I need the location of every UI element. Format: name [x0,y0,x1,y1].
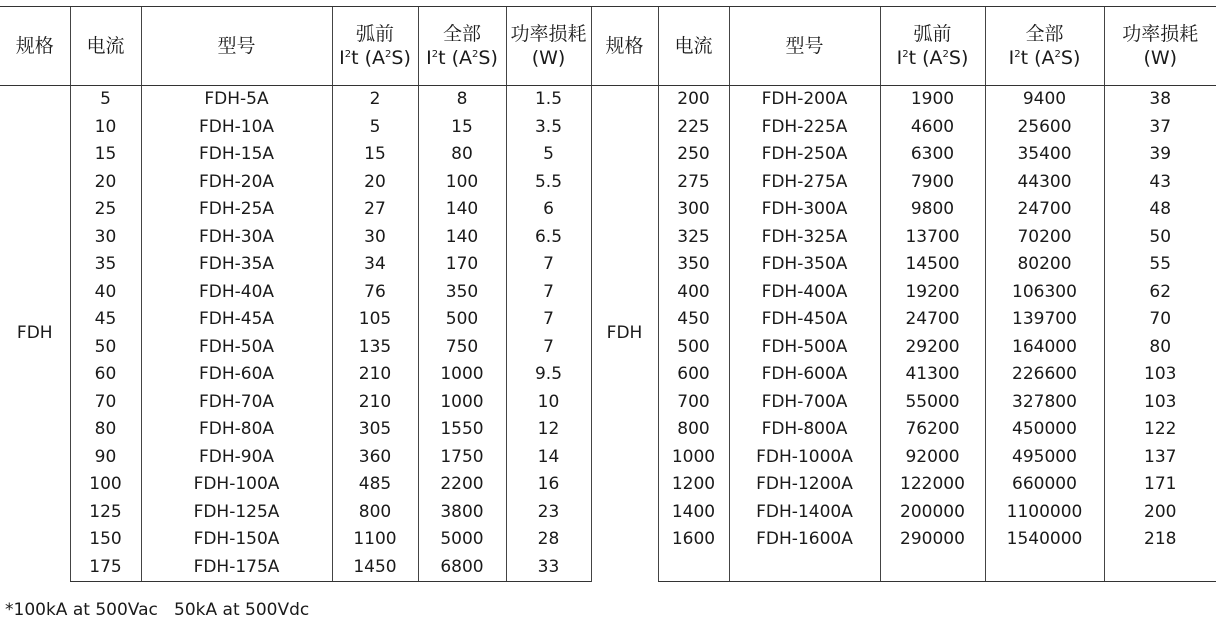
arc-i2t-cell-right: 122000 [880,471,985,499]
arc-i2t-cell: 105 [332,306,418,334]
total-i2t-cell: 100 [418,169,506,197]
arc-i2t-cell: 1450 [332,554,418,582]
power-loss-cell: 12 [506,416,591,444]
model-cell: FDH-30A [141,224,332,252]
model-cell-right: FDH-1200A [729,471,880,499]
arc-i2t-cell: 2 [332,86,418,114]
total-i2t-cell: 1000 [418,389,506,417]
current-cell: 150 [70,526,141,554]
arc-i2t-cell: 305 [332,416,418,444]
header-row [0,7,1216,86]
arc-i2t-cell-right: 19200 [880,279,985,307]
power-loss-cell: 7 [506,306,591,334]
model-cell: FDH-40A [141,279,332,307]
model-cell-right: FDH-1600A [729,526,880,554]
power-loss-cell: 7 [506,279,591,307]
total-i2t-cell: 750 [418,334,506,362]
total-i2t-cell: 500 [418,306,506,334]
current-cell-right: 300 [658,196,729,224]
total-i2t-cell: 1000 [418,361,506,389]
current-cell: 90 [70,444,141,472]
power-loss-cell-right: 37 [1104,114,1216,142]
header-power-loss-right: 功率损耗 (W) [1104,7,1216,86]
current-cell-right: 1200 [658,471,729,499]
total-i2t-cell-right: 35400 [985,141,1104,169]
total-i2t-cell-right: 25600 [985,114,1104,142]
power-loss-cell-right: 38 [1104,86,1216,114]
power-loss-cell: 23 [506,499,591,527]
current-cell: 70 [70,389,141,417]
power-loss-cell: 7 [506,334,591,362]
power-loss-cell-right: 70 [1104,306,1216,334]
power-loss-cell-right: 200 [1104,499,1216,527]
model-cell: FDH-15A [141,141,332,169]
total-i2t-cell-right: 24700 [985,196,1104,224]
arc-i2t-cell: 34 [332,251,418,279]
arc-i2t-cell: 5 [332,114,418,142]
arc-i2t-cell-right: 14500 [880,251,985,279]
total-i2t-cell-right: 327800 [985,389,1104,417]
current-cell: 40 [70,279,141,307]
total-i2t-cell-right: 139700 [985,306,1104,334]
total-i2t-cell: 140 [418,224,506,252]
current-cell-right: 325 [658,224,729,252]
total-i2t-cell-right: 1100000 [985,499,1104,527]
current-cell: 80 [70,416,141,444]
total-i2t-cell: 1550 [418,416,506,444]
model-cell-right: FDH-200A [729,86,880,114]
model-cell: FDH-50A [141,334,332,362]
model-cell: FDH-125A [141,499,332,527]
current-cell: 125 [70,499,141,527]
model-cell-right: FDH-250A [729,141,880,169]
total-i2t-cell: 80 [418,141,506,169]
current-cell-right: 450 [658,306,729,334]
arc-i2t-cell-right: 6300 [880,141,985,169]
model-cell-right: FDH-600A [729,361,880,389]
arc-i2t-cell-right: 290000 [880,526,985,554]
arc-i2t-cell-right: 55000 [880,389,985,417]
current-cell: 100 [70,471,141,499]
model-cell-right: FDH-275A [729,169,880,197]
arc-i2t-cell-right: 200000 [880,499,985,527]
header-arc-i2t-right: 弧前 $I^2t$ $(A^2S)$ [880,7,985,86]
current-cell-right: 1000 [658,444,729,472]
current-cell: 5 [70,86,141,114]
power-loss-cell-right: 171 [1104,471,1216,499]
current-cell-right: 1400 [658,499,729,527]
power-loss-cell: 14 [506,444,591,472]
header-total-i2t: 全部 $I^2t$ $(A^2S)$ [418,7,506,86]
model-cell: FDH-25A [141,196,332,224]
header-model: 型号 [141,7,332,86]
spec-cell-right: FDH [591,86,658,582]
current-cell: 25 [70,196,141,224]
arc-i2t-cell-right: 41300 [880,361,985,389]
model-cell-right: FDH-500A [729,334,880,362]
model-cell-right: FDH-300A [729,196,880,224]
model-cell-right: FDH-400A [729,279,880,307]
total-i2t-cell: 8 [418,86,506,114]
total-i2t-cell: 350 [418,279,506,307]
current-cell-right: 250 [658,141,729,169]
model-cell: FDH-5A [141,86,332,114]
total-i2t-cell: 5000 [418,526,506,554]
model-cell: FDH-90A [141,444,332,472]
model-cell: FDH-80A [141,416,332,444]
current-cell-right: 275 [658,169,729,197]
power-loss-cell: 7 [506,251,591,279]
arc-i2t-cell: 210 [332,389,418,417]
model-cell: FDH-35A [141,251,332,279]
model-cell: FDH-100A [141,471,332,499]
table-row [0,86,1216,114]
model-cell: FDH-20A [141,169,332,197]
total-i2t-cell-right: 226600 [985,361,1104,389]
current-cell-right: 225 [658,114,729,142]
model-cell: FDH-70A [141,389,332,417]
table-body [0,86,1216,582]
current-cell-right [658,554,729,582]
header-arc-i2t: 弧前 $I^2t$ $(A^2S)$ [332,7,418,86]
model-cell-right: FDH-700A [729,389,880,417]
power-loss-cell-right [1104,554,1216,582]
total-i2t-cell-right: 44300 [985,169,1104,197]
power-loss-cell-right: 62 [1104,279,1216,307]
current-cell: 45 [70,306,141,334]
power-loss-cell-right: 39 [1104,141,1216,169]
current-cell: 30 [70,224,141,252]
arc-i2t-cell: 800 [332,499,418,527]
power-loss-cell: 9.5 [506,361,591,389]
power-loss-cell-right: 103 [1104,361,1216,389]
power-loss-cell-right: 122 [1104,416,1216,444]
current-cell-right: 700 [658,389,729,417]
total-i2t-cell-right: 450000 [985,416,1104,444]
header-current: 电流 [70,7,141,86]
total-i2t-cell: 3800 [418,499,506,527]
power-loss-cell-right: 218 [1104,526,1216,554]
arc-i2t-cell: 20 [332,169,418,197]
arc-i2t-cell-right: 92000 [880,444,985,472]
power-loss-cell-right: 50 [1104,224,1216,252]
header-spec-right: 规格 [591,7,658,86]
power-loss-cell: 3.5 [506,114,591,142]
model-cell: FDH-10A [141,114,332,142]
current-cell: 175 [70,554,141,582]
model-cell-right: FDH-450A [729,306,880,334]
model-cell-right [729,554,880,582]
model-cell-right: FDH-325A [729,224,880,252]
power-loss-cell: 5.5 [506,169,591,197]
power-loss-cell: 6.5 [506,224,591,252]
model-cell: FDH-60A [141,361,332,389]
current-cell: 50 [70,334,141,362]
footnote: *100kA at 500Vac 50kA at 500Vdc [5,600,310,620]
total-i2t-cell: 1750 [418,444,506,472]
current-cell-right: 350 [658,251,729,279]
arc-i2t-cell: 1100 [332,526,418,554]
header-current-right: 电流 [658,7,729,86]
power-loss-cell: 1.5 [506,86,591,114]
power-loss-cell: 28 [506,526,591,554]
current-cell: 20 [70,169,141,197]
power-loss-cell: 33 [506,554,591,582]
power-loss-cell: 10 [506,389,591,417]
arc-i2t-cell-right: 24700 [880,306,985,334]
arc-i2t-cell: 135 [332,334,418,362]
model-cell: FDH-150A [141,526,332,554]
current-cell: 15 [70,141,141,169]
model-cell-right: FDH-225A [729,114,880,142]
model-cell: FDH-45A [141,306,332,334]
arc-i2t-cell-right: 4600 [880,114,985,142]
total-i2t-cell-right: 80200 [985,251,1104,279]
total-i2t-cell-right: 164000 [985,334,1104,362]
model-cell-right: FDH-1000A [729,444,880,472]
total-i2t-cell-right [985,554,1104,582]
fuse-spec-table [0,6,1216,582]
arc-i2t-cell: 30 [332,224,418,252]
model-cell-right: FDH-1400A [729,499,880,527]
header-spec: 规格 [0,7,70,86]
arc-i2t-cell-right: 76200 [880,416,985,444]
total-i2t-cell: 2200 [418,471,506,499]
total-i2t-cell-right: 9400 [985,86,1104,114]
arc-i2t-cell: 15 [332,141,418,169]
current-cell: 10 [70,114,141,142]
current-cell: 35 [70,251,141,279]
power-loss-cell-right: 55 [1104,251,1216,279]
total-i2t-cell: 6800 [418,554,506,582]
arc-i2t-cell-right: 7900 [880,169,985,197]
total-i2t-cell-right: 106300 [985,279,1104,307]
current-cell-right: 1600 [658,526,729,554]
current-cell-right: 800 [658,416,729,444]
header-total-i2t-right: 全部 $I^2t$ $(A^2S)$ [985,7,1104,86]
arc-i2t-cell-right: 29200 [880,334,985,362]
power-loss-cell: 6 [506,196,591,224]
arc-i2t-cell: 485 [332,471,418,499]
arc-i2t-cell: 210 [332,361,418,389]
current-cell-right: 200 [658,86,729,114]
power-loss-cell-right: 80 [1104,334,1216,362]
model-cell-right: FDH-800A [729,416,880,444]
power-loss-cell-right: 48 [1104,196,1216,224]
model-cell: FDH-175A [141,554,332,582]
spec-cell: FDH [16,323,53,344]
header-model-right: 型号 [729,7,880,86]
current-cell-right: 600 [658,361,729,389]
arc-i2t-cell-right [880,554,985,582]
total-i2t-cell: 15 [418,114,506,142]
current-cell-right: 400 [658,279,729,307]
power-loss-cell: 5 [506,141,591,169]
arc-i2t-cell-right: 13700 [880,224,985,252]
current-cell: 60 [70,361,141,389]
power-loss-cell-right: 137 [1104,444,1216,472]
arc-i2t-cell-right: 1900 [880,86,985,114]
total-i2t-cell-right: 70200 [985,224,1104,252]
total-i2t-cell-right: 495000 [985,444,1104,472]
header-power-loss: 功率损耗 (W) [506,7,591,86]
arc-i2t-cell: 27 [332,196,418,224]
arc-i2t-cell: 360 [332,444,418,472]
total-i2t-cell: 170 [418,251,506,279]
arc-i2t-cell-right: 9800 [880,196,985,224]
total-i2t-cell-right: 1540000 [985,526,1104,554]
power-loss-cell: 16 [506,471,591,499]
power-loss-cell-right: 43 [1104,169,1216,197]
model-cell-right: FDH-350A [729,251,880,279]
current-cell-right: 500 [658,334,729,362]
total-i2t-cell-right: 660000 [985,471,1104,499]
arc-i2t-cell: 76 [332,279,418,307]
total-i2t-cell: 140 [418,196,506,224]
power-loss-cell-right: 103 [1104,389,1216,417]
